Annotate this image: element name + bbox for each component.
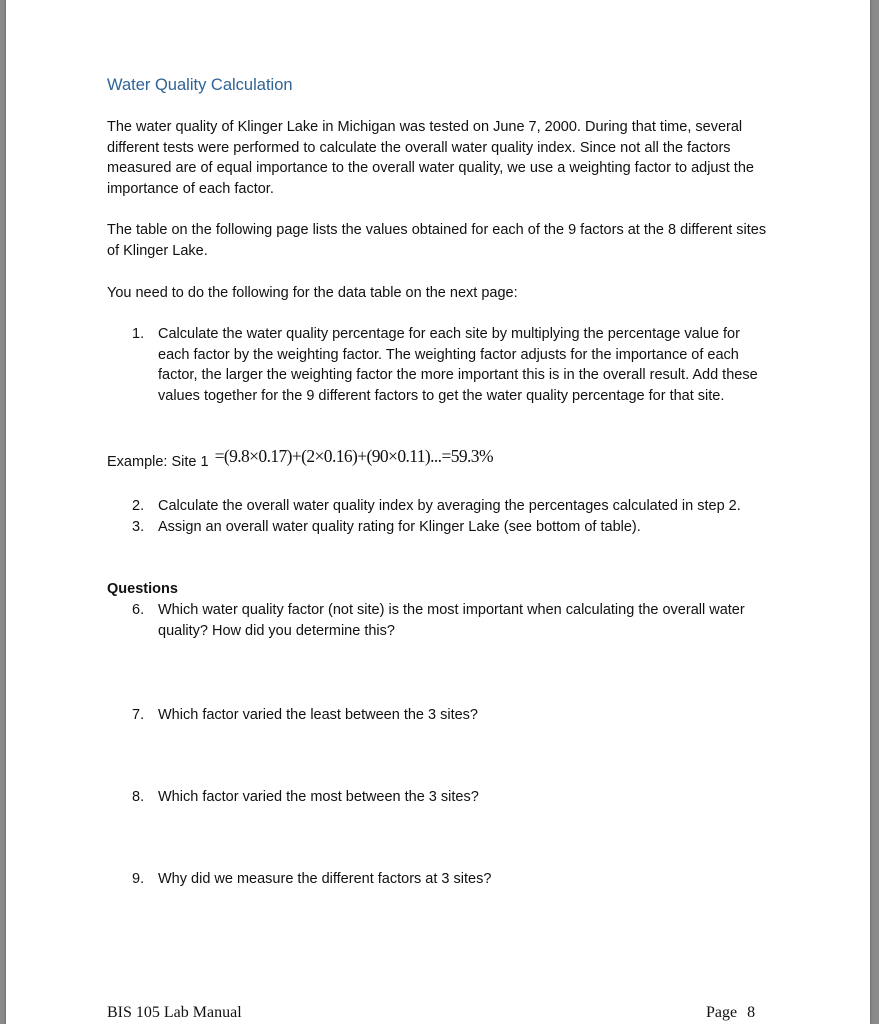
- step-item: [107, 324, 772, 406]
- questions-heading: Questions: [107, 581, 178, 597]
- questions-list: [107, 787, 772, 808]
- footer-manual-title: BIS 105 Lab Manual: [107, 1004, 242, 1021]
- question-text: Why did we measure the different factors at 3 sites?: [158, 871, 492, 887]
- table-note-paragraph: The table on the following page lists the values obtained for each of the 9 factors at the 8 different sites of Klinger Lake.: [107, 222, 767, 259]
- question-item: [107, 787, 772, 808]
- step-text: Calculate the overall water quality index by averaging the percentages calculated in step 2.: [158, 498, 741, 514]
- question-text: Which factor varied the least between the 3 sites?: [158, 707, 478, 723]
- question-number: 8.: [132, 789, 145, 805]
- step-number: 2.: [132, 498, 145, 514]
- example-formula: =(9.8×0.17)+(2×0.16)+(90×0.11)...=59.3%: [214, 446, 493, 466]
- question-text: Which factor varied the most between the 3 sites?: [158, 789, 479, 805]
- footer-page-number: Page 8: [706, 1004, 756, 1021]
- step-text: Calculate the water quality percentage for each site by multiplying the percentage value for each factor by the weighting factor. The weighting factor adjusts for the importance of each factor, the larger the weighting factor the more important this is in the overall result. Add these values together for the 9 different factors to get the water quality percentage for that site.: [158, 326, 758, 404]
- question-number: 7.: [132, 707, 145, 723]
- questions-list: [107, 705, 772, 726]
- question-number: 6.: [132, 602, 145, 618]
- question-text: Which water quality factor (not site) is the most important when calculating the overall water quality? How did you determine this?: [158, 602, 745, 639]
- question-item: [107, 705, 772, 726]
- steps-list: [107, 324, 772, 406]
- instructions-paragraph: You need to do the following for the data table on the next page:: [107, 285, 518, 301]
- questions-list: [107, 600, 772, 641]
- step-number: 3.: [132, 518, 145, 535]
- example-line: [107, 446, 493, 473]
- question-number: 9.: [132, 871, 145, 887]
- intro-paragraph: The water quality of Klinger Lake in Michigan was tested on June 7, 2000. During that time, several different tests were performed to calculate the overall water quality index. Since not all the factors measured are of equal importance to the overall water quality, we use a weighting factor to adjust the importance of each factor.: [107, 119, 754, 197]
- questions-list: [107, 869, 772, 890]
- step-item: [107, 496, 772, 517]
- steps-list-continued: [107, 496, 772, 537]
- step-text: Assign an overall water quality rating for Klinger Lake (see bottom of table).: [158, 518, 641, 535]
- document-page: [6, 0, 870, 1024]
- section-title: Water Quality Calculation: [107, 76, 293, 94]
- question-item: [107, 600, 772, 641]
- question-item: [107, 869, 772, 890]
- step-number: 1.: [132, 326, 145, 342]
- step-item: [107, 517, 772, 538]
- example-label: Example: Site 1: [107, 454, 209, 470]
